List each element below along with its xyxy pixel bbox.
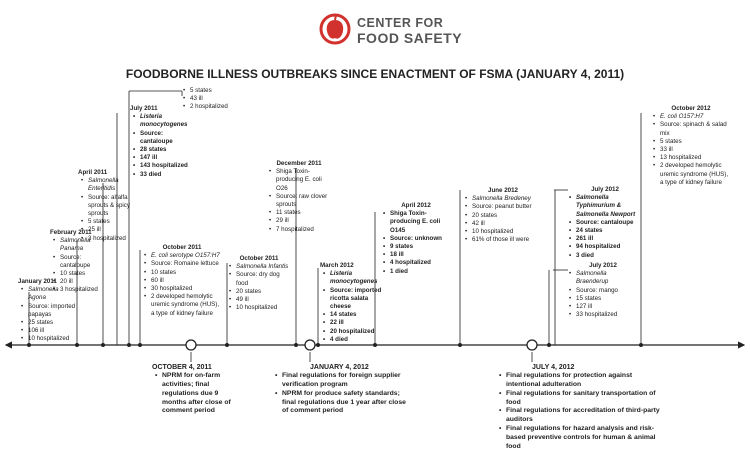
states: • 5 states [190, 87, 240, 95]
dot-feb2011 [75, 343, 79, 347]
died: • 1 died [390, 268, 452, 276]
pathogen: Salmonella Panama [60, 237, 91, 253]
states: • 15 states [576, 295, 640, 303]
hospitalized: • 33 hospitalized [576, 311, 640, 319]
ill: • 29 ill [276, 217, 332, 225]
hus: • 2 developed hemolytic uremic syndrome (HUS), a type of kidney failure [151, 293, 223, 318]
outbreak-date: April 2011 [78, 169, 108, 176]
dot-dec2011 [294, 343, 298, 347]
source: • Source: mango [576, 287, 640, 295]
states: • 24 states [576, 227, 644, 235]
source: • Source: peanut butter [472, 203, 544, 211]
pathogen: E. coli serotype O157:H7 [151, 252, 220, 260]
regulation-jan2012 [272, 363, 412, 416]
regulation-date: OCTOBER 4, 2011 [152, 364, 212, 371]
outbreak-date: February 2011 [50, 229, 92, 236]
dot-oct2011b [225, 343, 229, 347]
states: • 9 states [390, 243, 452, 251]
hospitalized: • 7 hospitalized [276, 226, 332, 234]
source: • Source: dry dog food [236, 271, 292, 287]
died: • 33 died [140, 171, 188, 179]
outbreak-oct2012 [650, 105, 732, 187]
pathogen: Listeria monocytogenes [140, 113, 188, 129]
hospitalized: • 13 hospitalized [660, 154, 732, 162]
regulation-jul2012 [496, 363, 664, 452]
states: • 25 states [28, 319, 76, 327]
source: • Source: unknown [390, 235, 452, 243]
ill: • 147 ill [140, 154, 188, 162]
outbreak-apr2012 [380, 202, 452, 276]
pathogen: • Shiga Toxin-producing E. coli O26 [276, 168, 332, 193]
ill: • 261 ill [576, 235, 644, 243]
marker-oct2011 [186, 340, 196, 350]
source: • Source: cantaloupe [576, 219, 644, 227]
regulation-item: • Final regulations for protection against intentional adulteration [506, 372, 664, 390]
outbreak-date: July 2012 [591, 186, 619, 193]
source: • Source: alfalfa sprouts & spicy sprouts [88, 194, 138, 219]
source: • Source: cantaloupe [60, 254, 108, 270]
outbreak-jul2011-continued [180, 87, 240, 112]
hospitalized: • 10 hospitalized [28, 335, 76, 343]
dot-oct2012 [639, 343, 643, 347]
regulation-connectors [191, 352, 532, 362]
dot-apr2011 [101, 343, 105, 347]
ill: • 33 ill [660, 146, 732, 154]
outbreak-date: October 2011 [239, 255, 279, 262]
outbreak-date: January 2011 [18, 278, 57, 285]
pathogen: Salmonella Enteritidis [88, 177, 119, 193]
ill: • 22 ill [330, 319, 386, 327]
states: • 11 states [276, 209, 332, 217]
outbreak-dec2011 [266, 160, 332, 234]
outbreak-oct2011b [226, 255, 292, 312]
ill: • 25 ill [88, 226, 138, 234]
regulation-item: • Final regulations for hazard analysis and risk-based preventive controls for human & animal food [506, 425, 664, 451]
states: • 5 states [88, 218, 138, 226]
states: • 14 states [330, 311, 386, 319]
regulation-item: • NPRM for on-farm activities; final regulations due 9 months after close of comment period [162, 372, 244, 416]
marker-jul2012 [527, 340, 537, 350]
hospitalized: • 10 hospitalized [236, 304, 292, 312]
states: • 10 states [60, 270, 108, 278]
outbreak-date: March 2012 [320, 262, 354, 269]
outbreak-date: July 2012 [589, 262, 617, 269]
outbreak-jun2012 [462, 187, 544, 244]
pathogen: Salmonella Bredeney [472, 195, 531, 203]
outbreak-jul2012a [566, 186, 644, 260]
dot-jul2012 [547, 343, 551, 347]
hus: • 2 developed hemolytic uremic syndrome (HUS), a type of kidney failure [660, 162, 732, 187]
page-title: FOODBORNE ILLNESS OUTBREAKS SINCE ENACTMENT OF FSMA (JANUARY 4, 2011) [125, 67, 625, 81]
percent-note: • 61% of those ill were [472, 236, 544, 244]
pathogen: Salmonella Agona [28, 286, 59, 302]
hospitalized: • 143 hospitalized [140, 162, 188, 170]
pathogen: Salmonella Infantis [236, 263, 289, 271]
states: • 10 states [151, 269, 223, 277]
outbreak-date: October 2012 [671, 105, 711, 112]
org-name-line2: FOOD SAFETY [357, 30, 463, 46]
states: • 20 states [236, 288, 292, 296]
states: • 20 states [472, 212, 544, 220]
outbreak-date: June 2012 [488, 187, 518, 194]
died: • 3 died [576, 252, 644, 260]
ill: • 49 ill [236, 296, 292, 304]
outbreak-date: December 2011 [276, 160, 322, 167]
regulation-item: • NPRM for produce safety standards; final regulations due 1 year after close of comment period [282, 390, 412, 416]
dot-jul2011 [127, 343, 131, 347]
hospitalized: • 3 hospitalized [60, 286, 108, 294]
outbreak-jul2011 [130, 105, 188, 179]
hospitalized: • 10 hospitalized [472, 228, 544, 236]
source: • Source: raw clover sprouts [276, 193, 332, 209]
outbreak-date: October 2011 [162, 244, 202, 251]
outbreak-oct2011a [141, 244, 223, 318]
source: • Source: Romaine lettuce [151, 260, 223, 268]
source: • Source: cantaloupe [140, 130, 188, 146]
dot-jan2011 [27, 343, 31, 347]
outbreak-date: July 2011 [130, 105, 158, 112]
regulation-date: JANUARY 4, 2012 [310, 364, 369, 371]
dot-oct2011a [138, 343, 142, 347]
ill: • 42 ill [472, 220, 544, 228]
pathogen: Salmonella Braenderup [576, 270, 609, 286]
regulation-oct2011 [152, 363, 244, 416]
states: • 5 states [660, 138, 732, 146]
pathogen: E. coli O157:H7 [660, 113, 704, 121]
died: • 4 died [330, 336, 386, 344]
pathogen: Salmonella Typhimurium & Salmonella Newport [576, 194, 636, 218]
states: • 28 states [140, 146, 188, 154]
regulation-item: • Final regulations for sanitary transportation of food [506, 390, 664, 408]
hospitalized: • 20 hospitalized [330, 328, 386, 336]
ill: • 18 ill [390, 251, 452, 259]
hospitalized: • 94 hospitalized [576, 243, 644, 251]
source: • Source: spinach & salad mix [660, 121, 732, 137]
source: • Source: imported ricotta salata cheese [330, 287, 386, 312]
ill: • 106 ill [28, 327, 76, 335]
regulation-item: • Final regulations for accreditation of third-party auditors [506, 407, 664, 425]
regulation-item: • Final regulations for foreign supplier verification program [282, 372, 412, 390]
outbreak-apr2011 [78, 169, 138, 243]
outbreak-mar2012 [320, 262, 386, 344]
ill: • 20 ill [60, 278, 108, 286]
outbreak-jul2012b [566, 262, 640, 319]
hospitalized: • 3 hospitalized [88, 235, 138, 243]
source: • Source: imported papayas [28, 303, 76, 319]
ill: • 127 ill [576, 303, 640, 311]
pathogen: • Shiga Toxin-producing E. coli O145 [390, 210, 452, 235]
pathogen: Listeria monocytogenes [330, 270, 378, 286]
hospitalized: • 30 hospitalized [151, 285, 223, 293]
ill: • 43 ill [190, 95, 240, 103]
marker-jan2012 [305, 340, 315, 350]
dot-jun2012 [458, 343, 462, 347]
ill: • 60 ill [151, 277, 223, 285]
outbreak-date: April 2012 [401, 202, 431, 209]
org-name-line1: CENTER FOR [357, 16, 444, 30]
regulation-date: JULY 4, 2012 [532, 364, 575, 371]
hospitalized: • 4 hospitalized [390, 259, 452, 267]
hospitalized: • 2 hospitalized [190, 103, 240, 111]
